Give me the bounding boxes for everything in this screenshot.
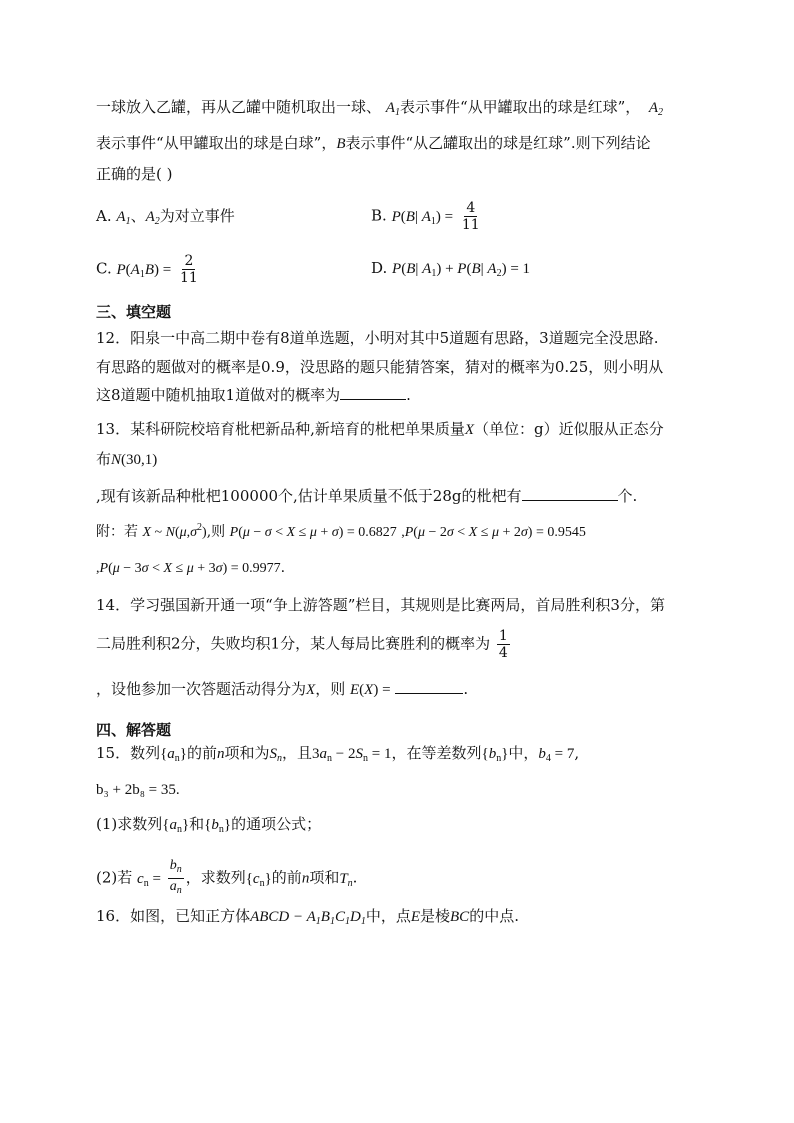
q12-line-2: 有思路的题做对的概率是0.9，没思路的题只能猜答案，猜对的概率为0.25，则小明从 xyxy=(96,358,664,376)
option-label: D. xyxy=(371,259,388,277)
intro-text: 表示事件“从甲罐取出的球是白球”， xyxy=(96,134,337,152)
q15-text: ，在等差数列 xyxy=(391,744,482,762)
q16-text: 的中点. xyxy=(469,907,519,925)
math-seq-c: $\{c_n\}$ xyxy=(245,870,272,889)
q13-text: 布 xyxy=(96,450,112,468)
q15-text: 的前 xyxy=(187,744,218,762)
option-label: A. xyxy=(96,207,112,225)
q13-line-4 xyxy=(96,518,586,543)
q13-line-2 xyxy=(96,449,157,470)
q15-line-1: 15．数列$\{a_n\}$的前n项和为$S_n$，且$3a_n - 2S_n = 1$，在等差数列$\{b_n\}$中，$b_4 = 7$, xyxy=(96,744,580,764)
math-expression: $3a_n - 2S_n = 1$ xyxy=(312,746,392,764)
fraction: $\frac{b_n}{a_n}$ xyxy=(169,858,182,896)
question-prompt: 正确的是( ) xyxy=(96,165,173,183)
option-label: C. xyxy=(96,259,112,278)
math-expression: $b_4 = 7$ xyxy=(538,746,575,764)
math-seq-a: $\{a_n\}$ xyxy=(162,817,190,835)
q15-text: (2)若 xyxy=(96,868,133,887)
math-expression: P(μ − σ < X ≤ μ + σ) = xyxy=(229,525,359,540)
intro-text: 表示事件“从乙罐取出的球是红球”.则下列结论 xyxy=(345,134,651,152)
option-c[interactable] xyxy=(96,253,202,286)
q15-text: 项和 xyxy=(309,868,340,887)
probability-value: 0.9545 xyxy=(547,525,586,540)
math-expression: P(B| $A_1$) = xyxy=(391,208,454,227)
q14-text: ，设他参加一次答题活动得分为 xyxy=(96,680,307,698)
fraction-numerator: 2 xyxy=(184,253,194,269)
math-expression: $P(A_1B)$ = xyxy=(116,261,172,280)
q13-text: （单位：g）近似服从正态分 xyxy=(474,420,664,438)
q15-part-2: (2)若 $c_n$ = $\frac{b_n}{a_n}$ ，求数列$\{c_n\}$的前n项和$T_n$. xyxy=(96,858,357,899)
q15-text: ，且 xyxy=(282,744,313,762)
intro-line-3 xyxy=(96,164,172,184)
fraction xyxy=(178,253,200,286)
math-a2: $A_2$ xyxy=(145,209,160,227)
q15-text: 的前 xyxy=(271,868,302,887)
q15-text: 和 xyxy=(189,815,205,833)
math-expression: P(B| $A_1) + P(B|$ $A_2$) xyxy=(392,261,511,279)
math-expression: ,P(μ − 3σ < X ≤ μ + 3σ) = xyxy=(96,561,243,576)
math-a2: $A_2$ xyxy=(645,100,664,118)
q16-text: 中，点 xyxy=(365,907,411,925)
math-x: X xyxy=(464,422,475,438)
q14-line-1: 14．学习强国新开通一项“争上游答题”栏目，其规则是比赛两局，首局胜利积3分，第 xyxy=(96,596,665,614)
q15-part-1 xyxy=(96,814,321,840)
q15-text: 中， xyxy=(508,744,539,762)
math-n: n xyxy=(301,870,310,887)
math-expression: X ~ $N(\mu,\sigma^2)$ xyxy=(142,522,207,540)
probability-value: 0.9977 xyxy=(242,561,281,576)
q14-text: 二局胜利积2分，失败均积1分，某人每局比赛胜利的概率为 xyxy=(96,634,491,653)
probability-value: 0.6827 xyxy=(358,525,397,540)
q13-line-1 xyxy=(96,419,664,440)
answer-blank[interactable] xyxy=(340,385,406,400)
intro-text: 一球放入乙罐，再从乙罐中随机取出一球、 xyxy=(96,98,382,116)
math-cube: ABCD − $A_1B_1C_1D_1$ xyxy=(250,909,366,927)
option-d[interactable] xyxy=(371,259,530,279)
section-title: 四、解答题 xyxy=(96,721,172,739)
q15-text: 的通项公式； xyxy=(231,815,322,833)
q13-text: ,则 xyxy=(206,524,226,540)
math-a1: $A_1$ xyxy=(385,100,400,118)
math-n: n xyxy=(217,746,225,762)
q12-text: 这8道题中随机抽取1道做对的概率为 xyxy=(96,386,341,404)
fraction xyxy=(460,200,482,233)
q14-text: ，则 xyxy=(315,680,346,698)
option-b[interactable] xyxy=(371,200,484,233)
math-expression: ,P(μ − 2σ < X ≤ μ + 2σ) = xyxy=(401,525,548,540)
fraction xyxy=(497,628,510,661)
fraction-denominator: 11 xyxy=(180,270,198,286)
math-normal-dist: N(30,1) xyxy=(111,452,158,468)
math-seq-b: $\{b_n\}$ xyxy=(481,746,509,764)
answer-blank[interactable] xyxy=(522,486,618,501)
math-t: $T_n$ xyxy=(339,870,353,889)
q15-line-2: b₃ + 2b₈ = 35. xyxy=(96,782,180,798)
fraction-numerator: 4 xyxy=(466,200,476,216)
fraction-numerator: 1 xyxy=(498,628,508,644)
intro-text: 表示事件“从甲罐取出的球是红球”， xyxy=(399,98,641,116)
q15-text: 项和为 xyxy=(224,744,270,762)
q15-text: ，求数列 xyxy=(185,868,246,887)
q13-text: 13．某科研院校培育枇杷新品种,新培育的枇杷单果质量 xyxy=(96,420,465,438)
q16-text: 是棱 xyxy=(420,907,451,925)
q15-text: (1)求数列 xyxy=(96,815,163,833)
option-text: 为对立事件 xyxy=(159,207,235,225)
math-a1: $A_1$ xyxy=(116,209,131,227)
math-e: E xyxy=(410,909,420,925)
option-label: B. xyxy=(371,206,387,225)
intro-line-1 xyxy=(96,97,663,123)
q13-text: 个. xyxy=(617,487,638,505)
math-expression: E(X) = xyxy=(349,682,391,698)
q15-text: 15．数列 xyxy=(96,744,161,762)
q13-text: ,现有该新品种枇杷100000个,估计单果质量不低于28g的枇杷有 xyxy=(96,487,522,505)
option-a[interactable]: A. $A_1$、$A_2$为对立事件 xyxy=(96,207,235,227)
fraction-denominator: 11 xyxy=(461,217,480,233)
intro-line-2 xyxy=(96,133,651,154)
q14-line-3: ，设他参加一次答题活动得分为X，则 E(X) = . xyxy=(96,680,469,698)
answer-blank[interactable] xyxy=(395,679,463,694)
fraction-denominator: 4 xyxy=(498,645,508,661)
q13-line-3 xyxy=(96,486,637,506)
math-s: $S_n$ xyxy=(269,746,283,764)
math-seq-b: $\{b_n\}$ xyxy=(204,817,232,835)
math-bc: BC xyxy=(450,909,470,925)
q13-text: 附：若 xyxy=(96,524,138,540)
q16-line-1 xyxy=(96,906,519,932)
q13-line-5: ,P(μ − 3σ < X ≤ μ + 3σ) = 0.9977. xyxy=(96,560,286,576)
math-seq-a: $\{a_n\}$ xyxy=(160,746,187,764)
math-expression: $c_n$ = xyxy=(137,870,161,889)
math-b: B xyxy=(336,136,346,152)
q16-text: 16．如图，已知正方体 xyxy=(96,907,251,925)
q14-line-2 xyxy=(96,628,512,661)
math-x: X xyxy=(306,682,316,698)
q12-line-3: 这8道题中随机抽取1道做对的概率为 . xyxy=(96,386,411,404)
q12-line-1: 12．阳泉一中高二期中卷有8道单选题，小明对其中5道题有思路，3道题完全没思路. xyxy=(96,329,659,347)
section-title: 三、填空题 xyxy=(96,303,172,321)
math-rhs: = 1 xyxy=(510,261,531,277)
